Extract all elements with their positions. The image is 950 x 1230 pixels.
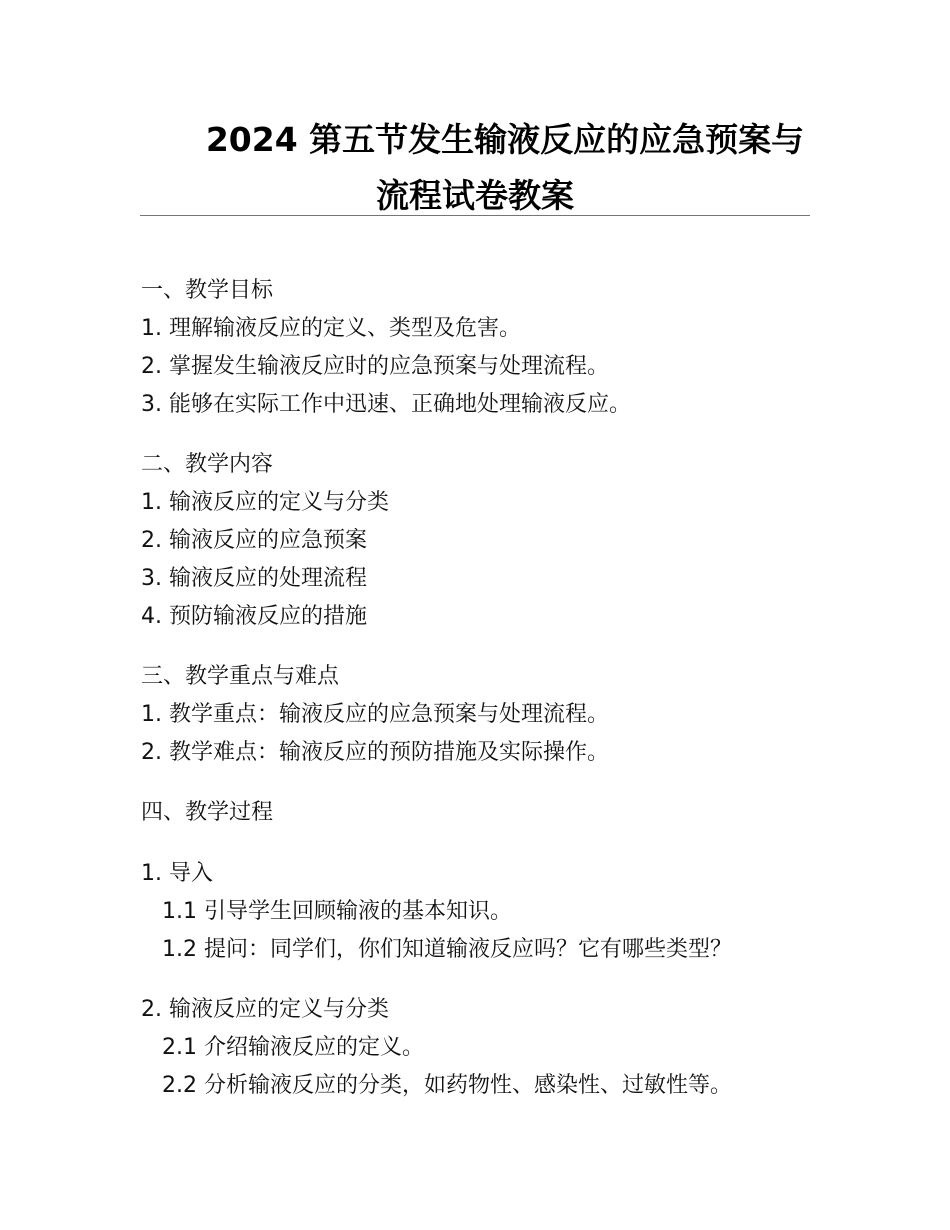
section-objectives (141, 272, 841, 424)
list-item: 2. 输液反应的应急预案 (141, 528, 367, 553)
section-content (141, 446, 841, 636)
title-line-2: 流程试卷教案 (376, 176, 574, 215)
list-item: 1. 教学重点：输液反应的应急预案与处理流程。 (141, 702, 609, 727)
list-item: 1. 理解输液反应的定义、类型及危害。 (141, 316, 521, 341)
spacer (141, 772, 841, 794)
section-heading: 一、教学目标 (141, 278, 274, 303)
list-item: 2. 掌握发生输液反应时的应急预案与处理流程。 (141, 354, 609, 379)
section-heading: 四、教学过程 (141, 800, 274, 825)
title-divider (140, 215, 810, 216)
spacer (141, 969, 841, 991)
section-key-points (141, 658, 841, 772)
list-item: 1. 输液反应的定义与分类 (141, 490, 389, 515)
document-title (140, 112, 810, 224)
title-line-1: 2024 第五节发生输液反应的应急预案与 (205, 120, 805, 159)
sub-item: 1.1 引导学生回顾输液的基本知识。 (162, 899, 512, 924)
step-title: 2. 输液反应的定义与分类 (141, 997, 389, 1022)
document-body (141, 272, 841, 1105)
process-step-1 (141, 855, 841, 969)
sub-item: 2.1 介绍输液反应的定义。 (162, 1035, 424, 1060)
spacer (141, 832, 841, 855)
process-step-2 (141, 991, 841, 1105)
list-item: 3. 输液反应的处理流程 (141, 566, 367, 591)
sub-item: 1.2 提问：同学们，你们知道输液反应吗？它有哪些类型？ (162, 937, 732, 962)
spacer (141, 636, 841, 658)
list-item: 2. 教学难点：输液反应的预防措施及实际操作。 (141, 740, 609, 765)
section-process (141, 794, 841, 832)
sub-item: 2.2 分析输液反应的分类，如药物性、感染性、过敏性等。 (162, 1073, 732, 1098)
list-item: 4. 预防输液反应的措施 (141, 604, 367, 629)
spacer (141, 424, 841, 446)
step-title: 1. 导入 (141, 861, 213, 886)
section-heading: 三、教学重点与难点 (141, 664, 340, 689)
section-heading: 二、教学内容 (141, 452, 274, 477)
list-item: 3. 能够在实际工作中迅速、正确地处理输液反应。 (141, 392, 631, 417)
